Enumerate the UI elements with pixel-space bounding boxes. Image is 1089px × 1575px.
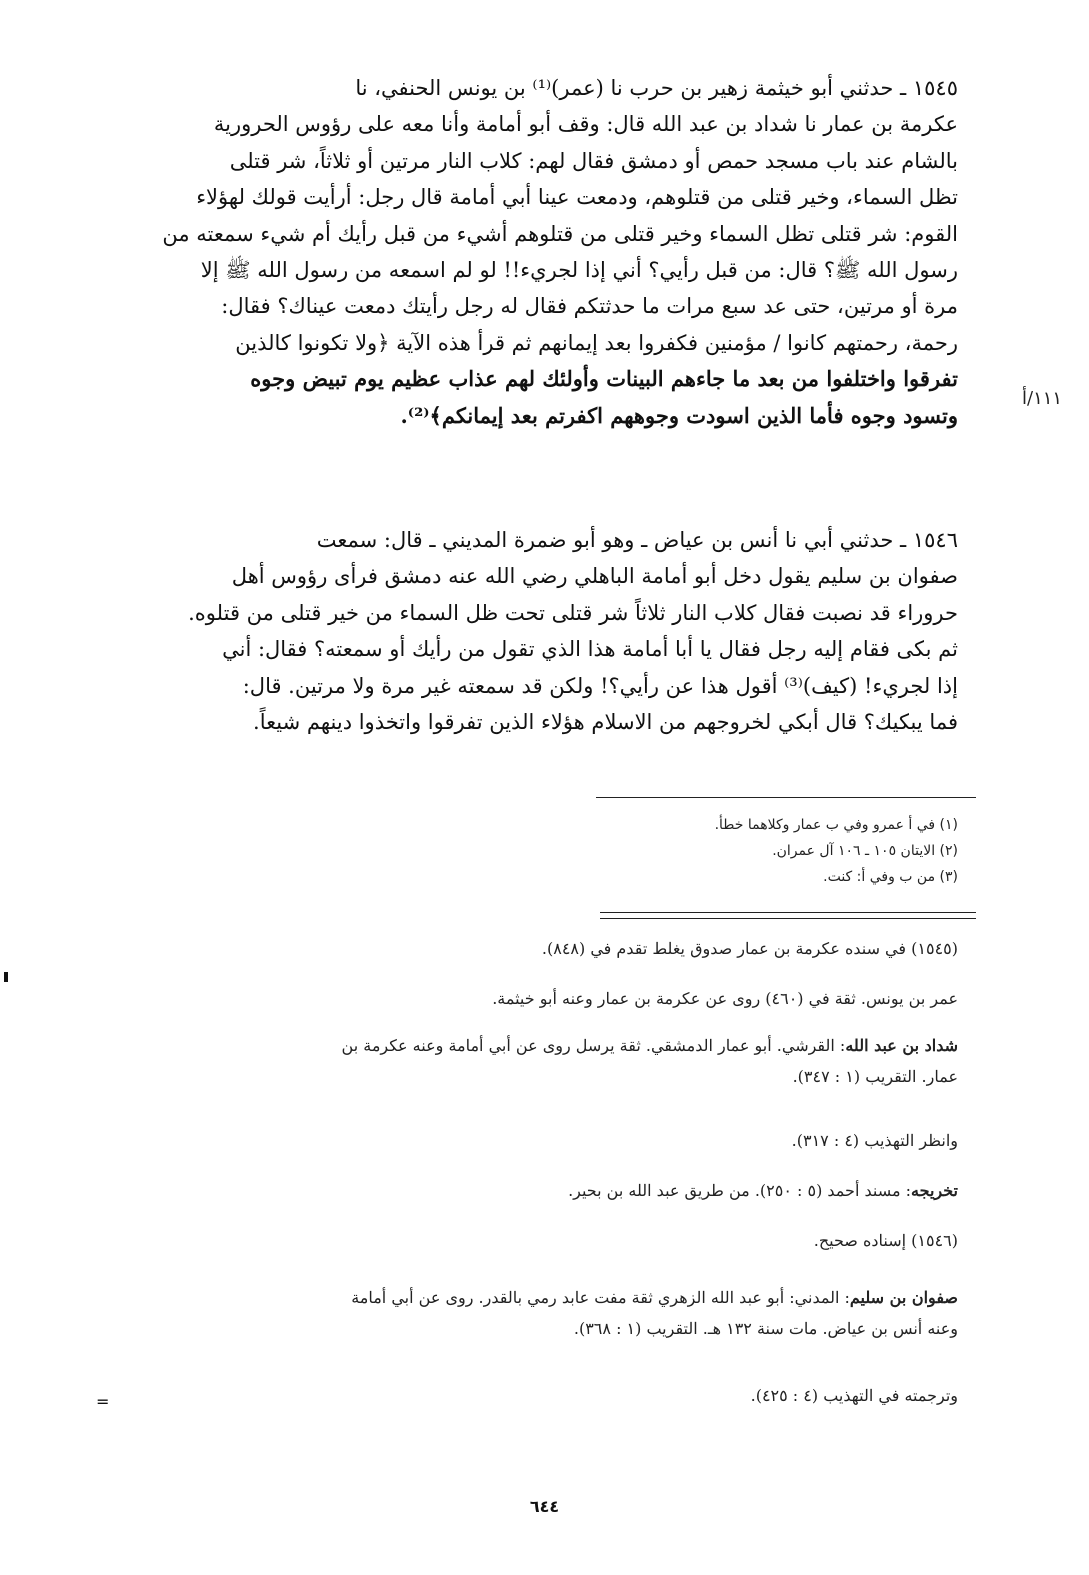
footnote: (٣) من ب وفي أ: كنت.	[823, 869, 958, 885]
text-line: ثم بكى فقام إليه رجل فقال يا أبا أمامة هذا الذي تقول من رأيك أو سمعته؟ فقال: أني	[222, 637, 958, 662]
note-omar: عمر بن يونس. ثقة في (٤٦٠) روى عن عكرمة بن عمار وعنه أبو خيثمة.	[492, 989, 958, 1008]
note-takhrij	[112, 1175, 958, 1206]
text-line: القوم: شر قتلى تظل السماء وخير قتلى من قتلوهم أشيء من قبل رأيك أم شيء سمعته من	[162, 221, 958, 246]
footnotes	[558, 812, 958, 890]
text-line: ١٥٤٥ ـ حدثني أبو خيثمة زهير بن حرب نا (عمر)⁽¹⁾ بن يونس الحنفي، نا	[355, 76, 958, 100]
note-1546: (١٥٤٦) إسناده صحيح.	[813, 1231, 958, 1250]
text-line: حروراء قد نصبت فقال كلاب النار ثلاثاً شر قتلى تحت ظل السماء من خير قتلى من قتلوه.	[188, 600, 958, 625]
text-line: رحمة، رحمتهم كانوا / مؤمنين فكفروا بعد إيمانهم ثم قرأ هذه الآية ﴿ولا تكونوا كالذين	[235, 330, 958, 355]
text-line: إذا لجريء! (كيف)⁽³⁾ أقول هذا عن رأيي؟! ولكن قد سمعته غير مرة ولا مرتين. قال:	[242, 673, 958, 698]
note-key: صفوان بن سليم	[849, 1288, 958, 1307]
text-line: بالشام عند باب مسجد حمص أو دمشق فقال لهم: كلاب النار مرتين أو ثلاثاً، شر قتلى	[229, 148, 958, 173]
note-text: : المدني: أبو عبد الله الزهري ثقة مفت عابد رمي بالقدر. روى عن أبي أمامة	[351, 1288, 850, 1307]
note-key: تخريجه	[911, 1181, 958, 1200]
hadith-1546	[112, 522, 958, 740]
footnote: (١) في أ عمرو وفي ب عمار وكلاهما خطأ.	[714, 817, 958, 833]
note-key: شداد بن عبد الله	[845, 1036, 958, 1055]
text-line: تظل السماء، وخير قتلى من قتلوهم، ودمعت عينا أبي أمامة قال رجل: أرأيت قولك لهؤلاء	[196, 185, 958, 210]
notes-separator-top	[600, 912, 976, 913]
note-text: : مسند أحمد (٥ : ٢٥٠). من طريق عبد الله بن بحير.	[568, 1181, 912, 1200]
note-1545: (١٥٤٥) في سنده عكرمة بن عمار صدوق يغلط تقدم في (٨٤٨).	[541, 939, 958, 958]
note-tarjama: وترجمته في التهذيب (٤ : ٤٢٥).	[750, 1386, 958, 1405]
continuation-mark: =	[96, 1392, 110, 1411]
text-line: عكرمة بن عمار نا شداد بن عبد الله قال: وقف أبو أمامة وأنا معه على رؤوس الحرورية	[213, 112, 958, 137]
note-text: عمار. التقريب (١ : ٣٤٧).	[792, 1067, 958, 1086]
note-tahdhib: وانظر التهذيب (٤ : ٣١٧).	[791, 1131, 958, 1150]
note-shaddad	[112, 1030, 958, 1092]
text-line: تفرقوا واختلفوا من بعد ما جاءهم البينات وأولئك لهم عذاب عظيم يوم تبيض وجوه	[250, 366, 958, 392]
folio-marginal-note: ١١١/أ	[1022, 388, 1063, 409]
text-line: مرة أو مرتين، حتى عد سبع مرات ما حدثتكم فقال له رجل رأيتك دمعت عيناك؟ فقال:	[221, 294, 958, 319]
text-line: فما يبكيك؟ قال أبكي لخروجهم من الاسلام هؤلاء الذين تفرقوا واتخذوا دينهم شيعاً.	[253, 710, 958, 735]
page-number: ٦٤٤	[529, 1497, 560, 1516]
text-line: صفوان بن سليم يقول دخل أبو أمامة الباهلي رضي الله عنه دمشق فرأى رؤوس أهل	[231, 564, 958, 589]
text-line: ١٥٤٦ ـ حدثني أبي نا أنس بن عياض ـ وهو أبو ضمرة المديني ـ قال: سمعت	[316, 528, 958, 552]
text-line: وتسود وجوه فأما الذين اسودت وجوههم اكفرتم بعد إيمانكم﴾⁽²⁾.	[400, 402, 958, 428]
note-text: : القرشي. أبو عمار الدمشقي. ثقة يرسل روى عن أبي أمامة وعنه عكرمة بن	[341, 1036, 846, 1055]
footnote: (٢) الايتان ١٠٥ ـ ١٠٦ آل عمران.	[772, 843, 958, 859]
footnote-separator	[596, 797, 976, 798]
note-safwan	[112, 1282, 958, 1344]
margin-mark	[4, 972, 8, 982]
text-line: رسول الله ﷺ؟ قال: من قبل رأيي؟ أني إذا لجريء!! لو لم اسمعه من رسول الله ﷺ إلا	[200, 258, 958, 283]
note-text: وعنه أنس بن عياض. مات سنة ١٣٢ هـ. التقريب (١ : ٣٦٨).	[573, 1319, 958, 1338]
notes-separator-bottom	[600, 918, 976, 919]
hadith-1545	[112, 70, 958, 434]
